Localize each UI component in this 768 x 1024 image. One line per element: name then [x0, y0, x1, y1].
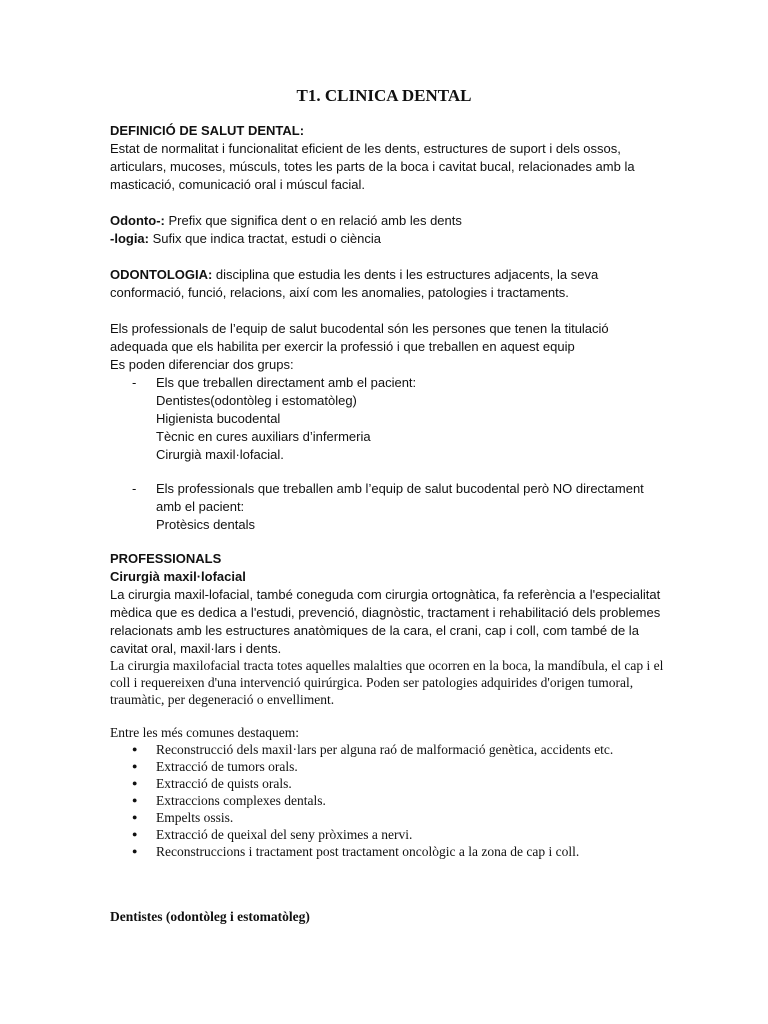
definition-heading-text: DEFINICIÓ DE SALUT DENTAL: — [110, 123, 305, 138]
bullet-icon: ● — [132, 829, 138, 839]
list-item-text: Extraccions complexes dentals. — [156, 793, 326, 808]
bullet-icon: ● — [132, 795, 138, 805]
procedures-list — [110, 741, 665, 860]
bullet-icon: ● — [132, 812, 138, 822]
cirurgia-para2: La cirurgia maxilofacial tracta totes aquelles malalties que ocorren en la boca, la mandíbula, el cap i el coll i requereixen d'una intervenció quirúrgica. Poden ser patologies adquirides d'origen tumoral, traumàtic, per degeneració o envelliment. — [110, 658, 664, 707]
dentistes-heading-text: Dentistes (odontòleg i estomatòleg) — [110, 909, 310, 924]
dash-marker: - — [132, 375, 137, 390]
list-item — [110, 792, 665, 809]
cirurgia-subheading — [110, 568, 665, 586]
list-item-text: Extracció de tumors orals. — [156, 759, 298, 774]
list-item — [110, 775, 665, 792]
cirurgia-subheading-text: Cirurgià maxil·lofacial — [110, 569, 246, 584]
bullet-icon: ● — [132, 761, 138, 771]
list-item — [110, 741, 665, 758]
list-item-text: Empelts ossis. — [156, 810, 234, 825]
terms-section — [110, 212, 665, 248]
odontologia-section — [110, 266, 665, 302]
list-item-text: Reconstruccions i tractament post tractament oncològic a la zona de cap i coll. — [156, 844, 580, 859]
group-direct-label — [110, 374, 665, 392]
page-title: T1. CLINICA DENTAL — [296, 86, 472, 105]
term-logia-label: -logia: — [110, 231, 149, 246]
term-odonto — [110, 212, 665, 230]
group-direct-label-text: Els que treballen directament amb el pacient: — [156, 375, 417, 390]
list-item — [110, 758, 665, 775]
list-item-text: Extracció de quists orals. — [156, 776, 292, 791]
odontologia-label: ODONTOLOGIA: — [110, 267, 213, 282]
list-item-text: Reconstrucció dels maxil·lars per alguna raó de malformació genètica, accidents etc. — [156, 742, 614, 757]
group-direct-item: Cirurgià maxil·lofacial. — [156, 447, 284, 462]
list-item — [110, 843, 665, 860]
term-odonto-text: Prefix que significa dent o en relació amb les dents — [164, 213, 462, 228]
term-odonto-label: Odonto-: — [110, 213, 165, 228]
group-indirect-label — [110, 480, 665, 516]
dash-marker: - — [132, 481, 137, 496]
bullet-icon: ● — [132, 744, 138, 754]
definition-text: Estat de normalitat i funcionalitat eficient de les dents, estructures de suport i dels ossos, articulars, mucoses, músculs, totes les parts de la boca i cavitat bucal, relacionades amb la masticació, comunicació oral i múscul facial. — [110, 141, 635, 192]
professionals-intro — [110, 320, 665, 374]
professionals-heading-text: PROFESSIONALS — [110, 551, 222, 566]
definition-section — [110, 122, 665, 194]
group-indirect-label-text: Els professionals que treballen amb l’equip de salut bucodental però NO directament amb el pacient: — [156, 481, 644, 514]
list-intro: Entre les més comunes destaquem: — [110, 725, 299, 740]
definition-heading — [110, 122, 665, 140]
dentistes-heading — [110, 908, 665, 925]
group-direct — [110, 374, 665, 464]
odontologia-text: disciplina que estudia les dents i les estructures adjacents, la seva conformació, funció, relacions, així com les anomalies, patologies i tractaments. — [110, 267, 599, 300]
groups-line: Es poden diferenciar dos grups: — [110, 357, 294, 372]
term-logia — [110, 230, 665, 248]
list-item-text: Extracció de queixal del seny pròximes a nervi. — [156, 827, 413, 842]
group-direct-item: Higienista bucodental — [156, 411, 281, 426]
list-item — [110, 809, 665, 826]
group-direct-item: Dentistes(odontòleg i estomatòleg) — [156, 393, 357, 408]
bullet-icon: ● — [132, 778, 138, 788]
professionals-section — [110, 550, 665, 658]
cirurgia-para1: La cirurgia maxil-lofacial, també coneguda com cirurgia ortognàtica, fa referència a l'especialitat mèdica que es dedica a l'estudi, prevenció, diagnòstic, tractament i rehabilitació dels problemes relacionats amb les estructures anatòmiques de la cara, el crani, cap i coll, com també de la cavitat oral, maxil·lars i dents. — [110, 587, 661, 656]
professionals-intro-text: Els professionals de l’equip de salut bucodental són les persones que tenen la titulació adequada que els habilita per exercir la professió i que treballen en aquest equip — [110, 321, 609, 354]
group-indirect-item: Protèsics dentals — [156, 517, 255, 532]
group-direct-item: Tècnic en cures auxiliars d’infermeria — [156, 429, 371, 444]
bullet-icon: ● — [132, 846, 138, 856]
group-indirect — [110, 480, 665, 534]
professionals-heading — [110, 550, 665, 568]
term-logia-text: Sufix que indica tractat, estudi o ciència — [149, 231, 381, 246]
list-item — [110, 826, 665, 843]
